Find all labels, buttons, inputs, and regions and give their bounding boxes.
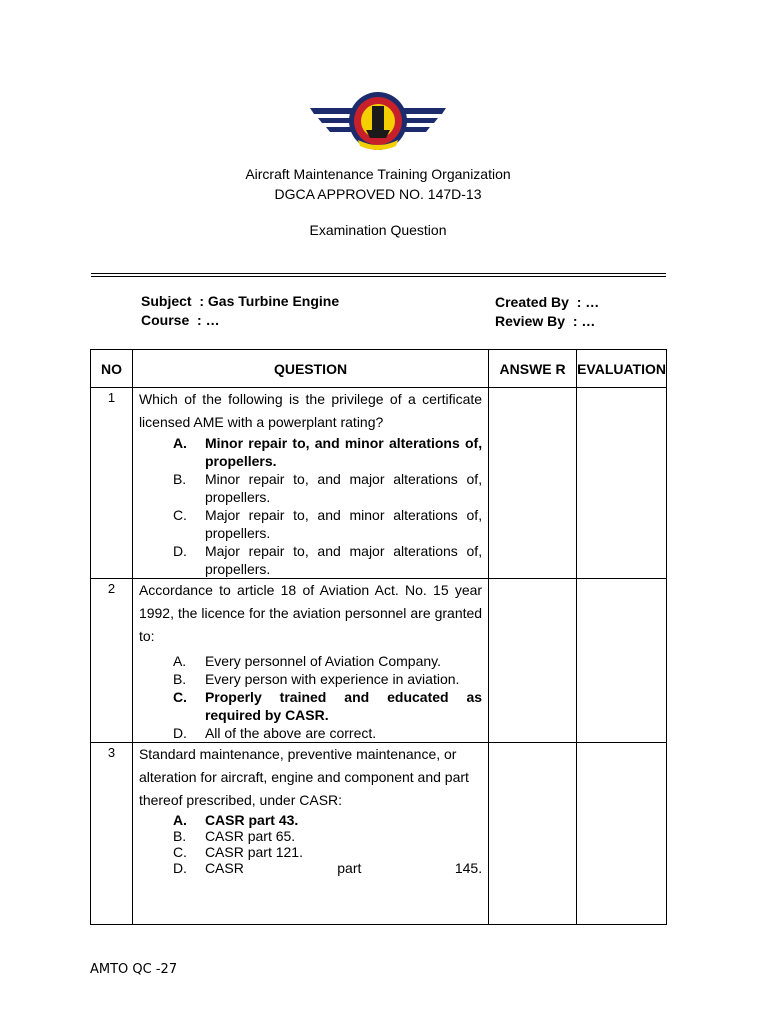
question-number: 2: [91, 579, 133, 743]
option-list: [139, 434, 482, 578]
question-text: Which of the following is the privilege of a certificate licensed AME with a powerplant rating?: [138, 391, 483, 430]
option-item-correct: [173, 688, 482, 724]
option-text: Every personnel of Aviation Company.: [204, 653, 441, 669]
table-row: [91, 388, 667, 579]
option-key: D.: [172, 725, 187, 741]
option-item-correct: [173, 812, 482, 828]
option-item: [173, 844, 482, 860]
option-text: CASR part 43.: [204, 812, 299, 828]
option-key: B.: [172, 828, 187, 844]
option-item-correct: [173, 434, 482, 470]
created-by-row: [495, 294, 599, 310]
document-code: AMTO QC -27: [90, 962, 178, 977]
created-by-label: Created By: [495, 294, 569, 310]
table-header-row: [91, 350, 667, 388]
option-key: C.: [172, 507, 187, 523]
option-text: Minor repair to, and major alterations of, propellers.: [204, 471, 483, 505]
option-item: [173, 652, 482, 670]
header-divider-bottom: [91, 276, 666, 277]
option-key: A.: [172, 653, 187, 669]
subject-row: [141, 293, 339, 309]
question-number: 3: [91, 743, 133, 925]
course-value: : …: [197, 312, 220, 328]
question-cell: [132, 579, 488, 743]
option-text: Every person with experience in aviation.: [204, 671, 460, 687]
document-title: Examination Question: [309, 222, 447, 238]
subject-label: Subject: [141, 293, 192, 309]
option-key: A.: [172, 435, 187, 451]
option-item: [173, 470, 482, 506]
review-by-label: Review By: [495, 313, 566, 329]
evaluation-cell[interactable]: [577, 579, 667, 743]
option-text: Major repair to, and minor alterations of, propellers.: [204, 507, 483, 541]
table-row: [91, 743, 667, 925]
question-text: Standard maintenance, preventive maintenance, or alteration for aircraft, engine and component and part thereof prescribed, under CASR:: [138, 746, 469, 808]
option-item: [173, 828, 482, 844]
question-cell: [132, 388, 488, 579]
option-key: C.: [172, 689, 187, 705]
option-key: D.: [172, 543, 187, 559]
option-item: [173, 724, 482, 742]
option-item: [173, 506, 482, 542]
option-text: Properly trained and educated as required by CASR.: [204, 689, 483, 723]
question-number: 1: [91, 388, 133, 579]
question-cell: [132, 743, 488, 925]
course-label: Course: [141, 312, 190, 328]
header-divider-top: [91, 273, 666, 274]
organization-logo: [308, 90, 448, 152]
option-item: [173, 860, 482, 876]
option-item: [173, 542, 482, 578]
subject-value: : Gas Turbine Engine: [199, 293, 340, 309]
organization-name: Aircraft Maintenance Training Organization: [245, 166, 511, 182]
option-text: CASR part 145.: [204, 860, 483, 876]
option-item: [173, 670, 482, 688]
header-answer: ANSWE R: [489, 350, 577, 388]
header-evaluation: EVALUATION: [577, 350, 667, 388]
evaluation-cell[interactable]: [577, 743, 667, 925]
option-text: CASR part 121.: [204, 844, 303, 860]
question-text: Accordance to article 18 of Aviation Act. No. 15 year 1992, the licence for the aviation personnel are granted to:: [138, 582, 483, 644]
answer-cell[interactable]: [489, 388, 577, 579]
evaluation-cell[interactable]: [577, 388, 667, 579]
header-question: QUESTION: [132, 350, 488, 388]
option-list: [139, 652, 482, 742]
option-text: Major repair to, and major alterations of, propellers.: [204, 543, 483, 577]
option-list: [139, 812, 482, 876]
course-row: [141, 312, 220, 328]
option-key: D.: [172, 860, 187, 876]
answer-cell[interactable]: [489, 743, 577, 925]
question-table: [90, 349, 667, 925]
option-text: CASR part 65.: [204, 828, 296, 844]
table-row: [91, 579, 667, 743]
review-by-value: : …: [572, 313, 596, 329]
created-by-value: : …: [576, 294, 600, 310]
option-text: Minor repair to, and minor alterations of, propellers.: [204, 435, 483, 469]
option-text: All of the above are correct.: [204, 725, 377, 741]
option-key: C.: [172, 844, 187, 860]
header-no: NO: [91, 350, 133, 388]
option-key: B.: [172, 671, 187, 687]
option-key: A.: [172, 812, 187, 828]
review-by-row: [495, 313, 595, 329]
answer-cell[interactable]: [489, 579, 577, 743]
approval-number: DGCA APPROVED NO. 147D-13: [274, 186, 482, 202]
option-key: B.: [172, 471, 187, 487]
